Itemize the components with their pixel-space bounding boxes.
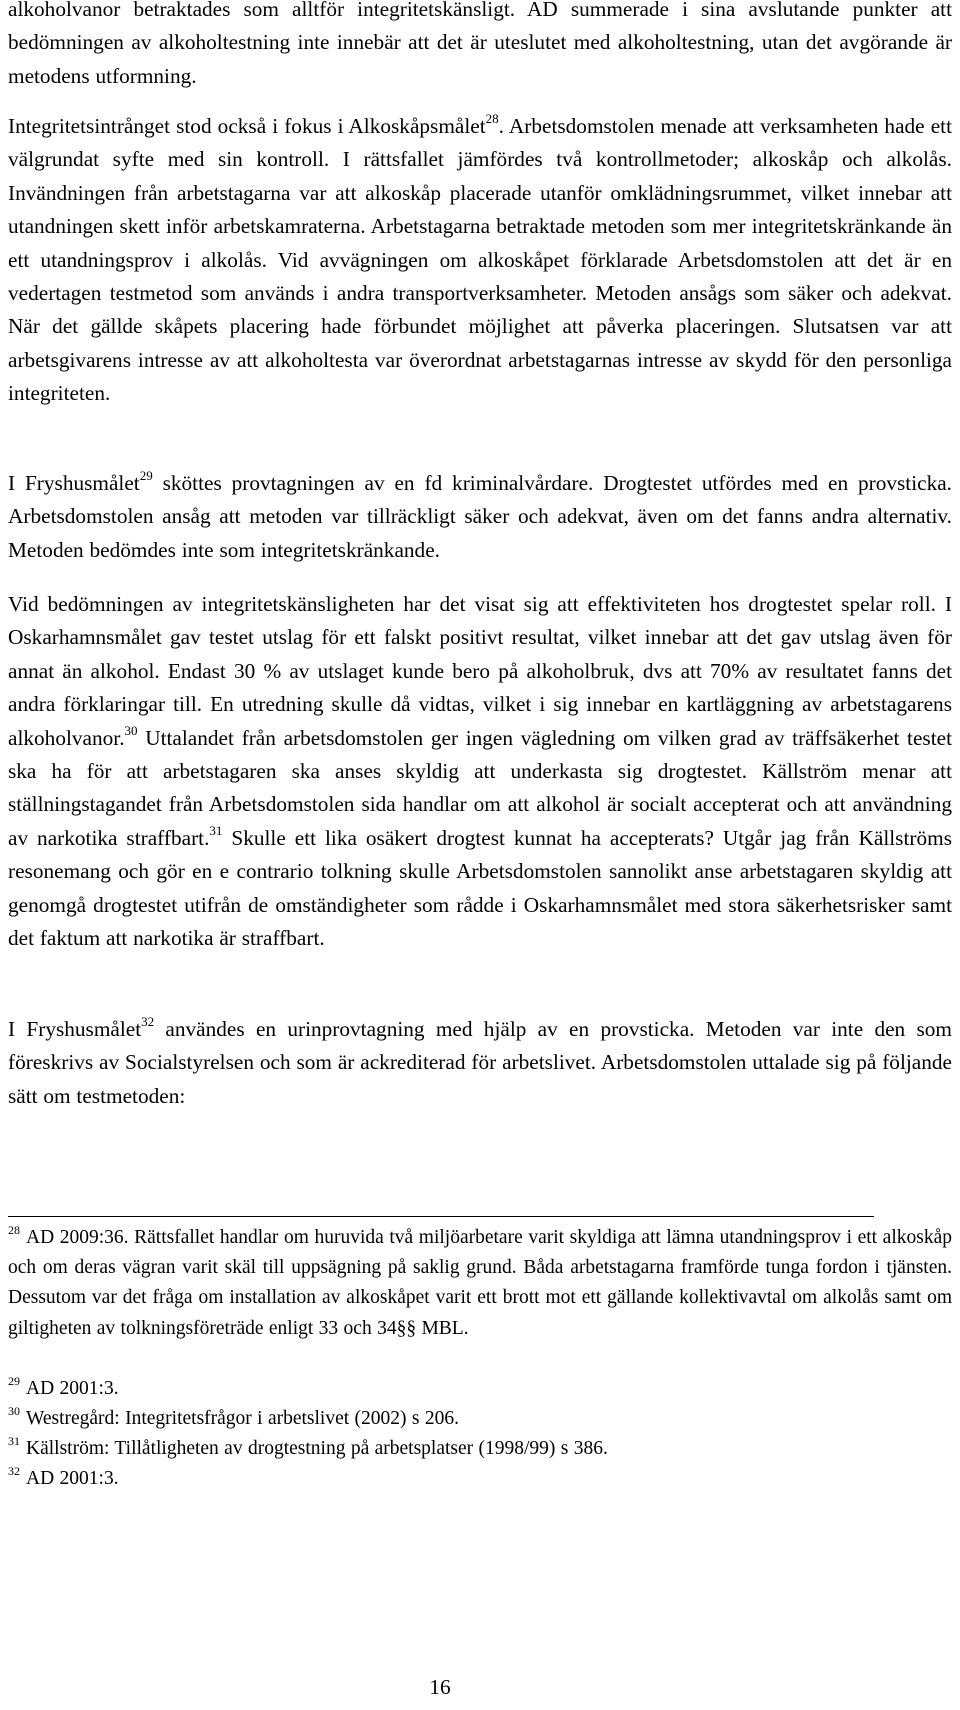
footnote-32 — [8, 1464, 952, 1494]
body-paragraph-2 — [8, 110, 952, 411]
footnote-reference-28[interactable]: 28 — [485, 111, 499, 126]
paragraph-text: Integritetsintrånget stod också i fokus i Alkoskåpsmålet — [8, 114, 486, 138]
paragraph-text: I Fryshusmålet — [8, 1017, 142, 1041]
footnote-reference-29[interactable]: 29 — [139, 468, 153, 483]
paragraph-text: Uttalandet från arbetsdomstolen ger ingen vägledning om vilken grad av träffsäkerhet testet ska ha för att arbetstagaren ska anses skyldig att underkasta sig drogtestet. Källström menar att ställningstagandet från Arbetsdomstolen sida handlar om att alkohol är socialt accepterat och att användning av narkotika straffbart. — [8, 725, 952, 850]
footnote-text: AD 2009:36. Rättsfallet handlar om huruvida två miljöarbetare varit skyldiga att lämna utandningsprov i ett alkoskåp och om deras vägran varit skäl till uppsägning på saklig grund. Båda arbetstagarna framförde tunga fordon i tjänsten. Dessutom var det fråga om installation av alkoskåpet varit ett brott mot ett gällande kollektivavtal om alkolås samt om giltigheten av tolkningsföreträde enligt 33 och 34§§ MBL. — [8, 1227, 952, 1339]
footnote-reference-32[interactable]: 32 — [141, 1014, 155, 1029]
paragraph-text: Skulle ett lika osäkert drogtest kunnat ha accepterats? Utgår jag från Källströms resonemang och gör en e contrario tolkning skulle Arbetsdomstolen sannolikt anse arbetstagaren skyldig att genomgå drogtestet utifrån de omständigheter som rådde i Oskarhamnsmålet med stora säkerhetsrisker samt det faktum att narkotika är straffbart. — [8, 825, 952, 951]
footnote-text: Westregård: Integritetsfrågor i arbetslivet (2002) s 206. — [26, 1408, 459, 1429]
footnote-text: AD 2001:3. — [26, 1378, 119, 1399]
page-number: 16 — [429, 1675, 451, 1699]
paragraph-text: I Fryshusmålet — [8, 471, 140, 495]
footnote-text: AD 2001:3. — [26, 1468, 119, 1489]
body-paragraph-3 — [8, 467, 952, 567]
footnote-reference-31[interactable]: 31 — [209, 822, 223, 838]
footnote-separator — [8, 1216, 874, 1217]
body-paragraph-1 — [8, 0, 952, 93]
footnote-number: 31 — [8, 1434, 20, 1448]
paragraph-text: sköttes provtagningen av en fd kriminalvårdare. Drogtestet utfördes med en provsticka. Arbetsdomstolen ansåg att metoden var tillräckligt säker och adekvat, även om det fanns andra alternativ. Metoden bedömdes inte som integritetskränkande. — [8, 471, 953, 562]
footnote-number: 32 — [8, 1464, 20, 1478]
body-paragraph-5 — [8, 1013, 952, 1113]
footnote-number: 29 — [8, 1374, 20, 1388]
paragraph-text: alkoholvanor betraktades som alltför integritetskänsligt. AD summerade i sina avslutande punkter att bedömningen av alkoholtestning inte innebär att det är uteslutet med alkoholtestning, utan det avgörande är metodens utformning. — [8, 0, 952, 88]
paragraph-text: . Arbetsdomstolen menade att verksamheten hade ett välgrundat syfte med sin kontroll. I rättsfallet jämfördes två kontrollmetoder; alkoskåp och alkolås. Invändningen från arbetstagarna var att alkoskåp placerade utanför omklädningsrummet, vilket innebar att utandningen skett inför arbetskamraterna. Arbetstagarna betraktade metoden som mer integritetskränkande än ett utandningsprov i alkolås. Vid avvägningen om alkoskåpet förklarade Arbetsdomstolen att det är en vedertagen testmetod som används i andra transportverksamheter. Metoden ansågs som säker och adekvat. När det gällde skåpets placering hade förbundet möjlighet att påverka placeringen. Slutsatsen var att arbetsgivarens intresse av att alkoholtesta var överordnat arbetstagarnas intresse av skydd för den personliga integriteten. — [8, 114, 952, 406]
footnote-28 — [8, 1223, 952, 1344]
footnote-text: Källström: Tillåtligheten av drogtestning på arbetsplatser (1998/99) s 386. — [26, 1438, 608, 1459]
footnote-number: 28 — [8, 1223, 20, 1237]
paragraph-text: Vid bedömningen av integritetskänsligheten har det visat sig att effektiviteten hos drogtestet spelar roll. I Oskarhamnsmålet gav testet utslag för ett falskt positivt resultat, vilket innebar att det gav utslag även för annat än alkohol. Endast 30 % av utslaget kunde bero på alkoholbruk, dvs att 70% av resultatet fanns det andra förklaringar till. En utredning skulle då vidtas, vilket i sig innebar en kartläggning av arbetstagarens alkoholvanor. — [8, 592, 952, 750]
footnote-reference-30[interactable]: 30 — [124, 722, 138, 738]
footnote-30 — [8, 1404, 952, 1434]
footnote-number: 30 — [8, 1404, 20, 1418]
footnote-29 — [8, 1374, 952, 1404]
footnote-31 — [8, 1434, 952, 1464]
paragraph-text: användes en urinprovtagning med hjälp av en provsticka. Metoden var inte den som föreskrivs av Socialstyrelsen och som är ackrediterad för arbetslivet. Arbetsdomstolen uttalade sig på följande sätt om testmetoden: — [8, 1017, 952, 1108]
body-paragraph-4 — [8, 588, 952, 955]
